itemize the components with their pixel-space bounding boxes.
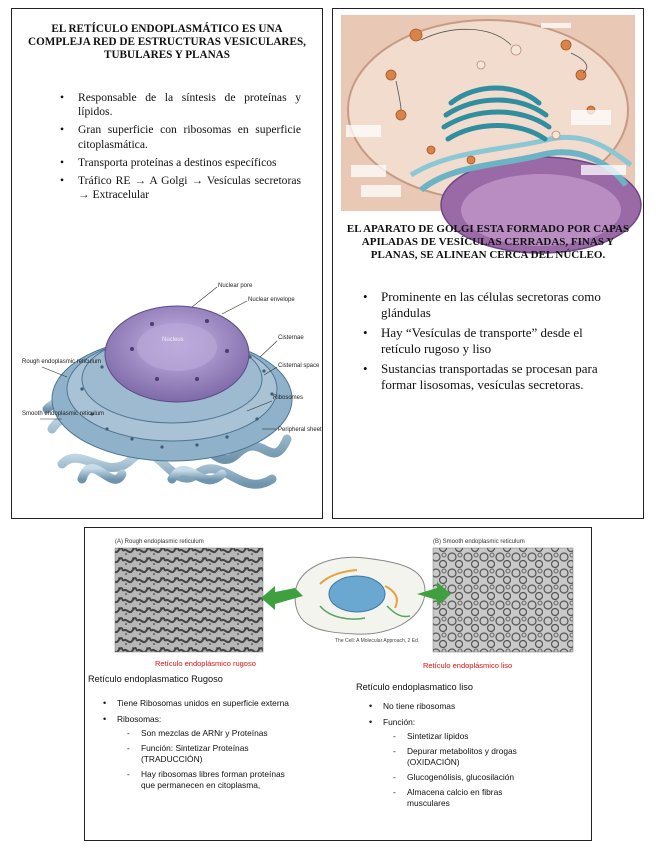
label-nucleus: Nucleus (162, 337, 184, 343)
bullet-icon: • (60, 155, 65, 169)
list-item: - Son mezclas de ARNr y Proteínas (127, 728, 268, 738)
rough-er-list (89, 698, 289, 796)
label-nuclear-envelope: Nuclear envelope (248, 297, 295, 303)
list-item: - Depurar metabolitos y drogas (OXIDACIÓN) (393, 746, 517, 767)
list-item: • Sustancias transportadas se procesan para formar lisosomas, vesículas secretoras. (363, 361, 598, 392)
list-item: • Transporta proteínas a destinos específicos (60, 155, 277, 169)
list-item: • Responsable de la síntesis de proteínas y lípidos. (60, 91, 301, 119)
list-item: - Hay ribosomas libres forman proteínas que permanecen en citoplasma, (127, 769, 285, 790)
dash-icon: - (393, 746, 396, 756)
golgi-panel (332, 8, 644, 519)
rough-er-heading: Retículo endoplasmatico Rugoso (88, 674, 223, 684)
bullet-icon: • (369, 701, 373, 711)
figure-credit: The Cell: A Molecular Approach, 2 Ed. (335, 638, 420, 644)
bullet-icon: • (60, 91, 65, 104)
label-peripheral-sheet: Peripheral sheet (278, 427, 322, 433)
label-smooth-micrograph: (B) Smooth endoplasmic reticulum (433, 539, 525, 545)
list-item: • Función: - Sintetizar lípidos - Depurar metabolitos y drogas (OXIDACIÓN) - Glucogenólisis, glucosilación - Almacena calcio en fibras musculares (355, 717, 545, 809)
list-item: - Glucogenólisis, glucosilación (393, 772, 515, 782)
label-ribosomes: Ribosomes (273, 395, 304, 401)
caption-smooth: Retículo endoplásmico liso (423, 661, 513, 670)
label-rough-micrograph: (A) Rough endoplasmic reticulum (115, 539, 204, 545)
dash-icon: - (127, 728, 130, 738)
label-smooth-er: Smooth endoplasmic reticulum (22, 411, 105, 417)
er-panel-title: EL RETÍCULO ENDOPLASMÁTICO ES UNA COMPLEJA RED DE ESTRUCTURAS VESICULARES, TUBULARES Y PLANAS (28, 23, 306, 61)
list-item: • Ribosomas: - Son mezclas de ARNr y Proteínas - Función: Sintetizar Proteínas (TRADUCCIÓN) - Hay ribosomas libres forman proteínas que permanecen en citoplasma, (89, 714, 289, 791)
list-item: • No tiene ribosomas (369, 701, 456, 711)
dash-icon: - (127, 769, 130, 779)
function-sublist (383, 731, 545, 809)
bullet-icon: • (369, 717, 373, 727)
er-bullet-list (56, 91, 301, 206)
er-comparison-panel (84, 527, 592, 841)
list-item: - Almacena calcio en fibras musculares (393, 787, 503, 808)
er-panel (11, 8, 323, 519)
bullet-icon: • (60, 174, 65, 188)
list-item: - Sintetizar lípidos (393, 731, 469, 741)
label-nuclear-pore: Nuclear pore (218, 283, 253, 289)
bullet-icon: • (363, 289, 368, 304)
label-rough-er: Rough endoplasmic reticulum (22, 359, 102, 365)
golgi-panel-title: EL APARATO DE GOLGI ESTA FORMADO POR CAPAS APILADAS DE VESÍCULAS CERRADAS, FINAS Y PLANAS, SE ALINEAN CERCA DEL NÚCLEO. (346, 223, 630, 261)
list-item: - Función: Sintetizar Proteínas (TRADUCCIÓN) (127, 743, 249, 764)
list-item: • Hay “Vesículas de transporte” desde el retículo rugoso y liso (363, 325, 583, 356)
list-item: • Tráfico RE → A Golgi → Vesículas secretoras → Extracelular (60, 174, 301, 202)
dash-icon: - (127, 743, 130, 753)
caption-rough: Retículo endoplásmico rugoso (155, 659, 256, 668)
label-cisternae: Cisternae (278, 335, 304, 341)
list-item: • Prominente en las células secretoras como glándulas (363, 289, 601, 320)
bullet-icon: • (103, 714, 107, 724)
smooth-er-list (355, 701, 545, 814)
bullet-icon: • (103, 698, 107, 708)
golgi-illustration (341, 15, 635, 211)
bullet-icon: • (60, 123, 65, 137)
smooth-er-heading: Retículo endoplasmatico liso (356, 682, 473, 692)
dash-icon: - (393, 787, 396, 797)
er-micrograph-figure (95, 536, 583, 654)
golgi-bullet-list (359, 289, 624, 397)
list-item: • Gran superficie con ribosomas en superficie citoplasmática. (60, 123, 301, 151)
ribosome-sublist (117, 728, 289, 791)
dash-icon: - (393, 731, 396, 741)
rough-er-micrograph (115, 548, 263, 652)
bullet-icon: • (363, 361, 368, 376)
smooth-er-micrograph (433, 548, 573, 652)
bullet-icon: • (363, 325, 368, 340)
dash-icon: - (393, 772, 396, 782)
er-illustration (22, 279, 322, 509)
list-item: • Tiene Ribosomas unidos en superficie externa (103, 698, 289, 708)
label-cisternal-space: Cisternal space (278, 363, 320, 369)
